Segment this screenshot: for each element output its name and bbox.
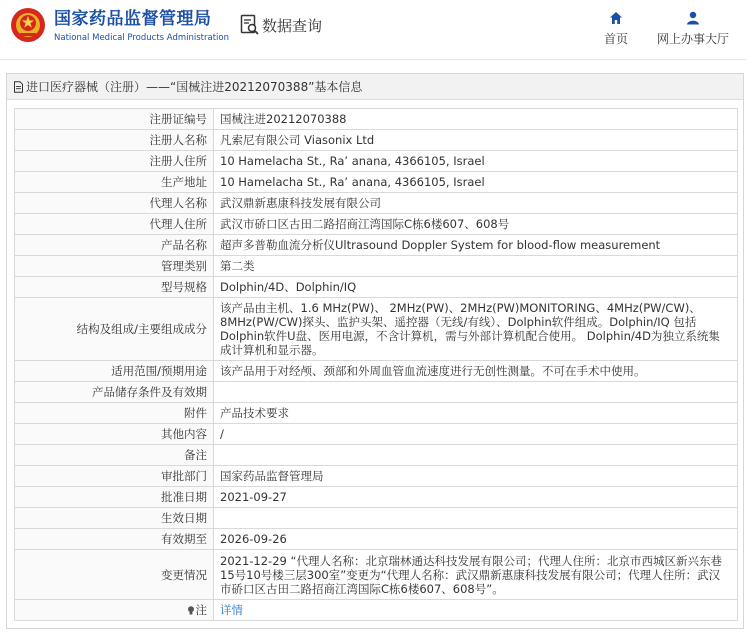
row-value: 产品技术要求 <box>214 403 738 424</box>
detail-panel <box>6 73 744 629</box>
table-row <box>15 130 738 151</box>
row-label: 批准日期 <box>15 487 214 508</box>
table-row <box>15 403 738 424</box>
row-label: 有效期至 <box>15 529 214 550</box>
row-label: 附件 <box>15 403 214 424</box>
row-label: 其他内容 <box>15 424 214 445</box>
panel-title-bar <box>7 74 743 100</box>
row-label: 管理类别 <box>15 256 214 277</box>
row-label: 产品储存条件及有效期 <box>15 382 214 403</box>
site-brand[interactable] <box>54 8 229 44</box>
detail-table <box>14 108 738 621</box>
row-label: 代理人名称 <box>15 193 214 214</box>
row-label: 变更情况 <box>15 550 214 600</box>
row-label: 生产地址 <box>15 172 214 193</box>
row-value <box>214 382 738 403</box>
row-value: 武汉市硚口区古田二路招商江湾国际C栋6楼607、608号 <box>214 214 738 235</box>
row-label: 注册人住所 <box>15 151 214 172</box>
table-row <box>15 487 738 508</box>
table-row <box>15 361 738 382</box>
nav-online-hall-label: 网上办事大厅 <box>656 32 729 46</box>
row-value: / <box>214 424 738 445</box>
lightbulb-icon <box>187 606 195 615</box>
table-row <box>15 277 738 298</box>
panel-title: 进口医疗器械（注册）——“国械注进20212070388”基本信息 <box>26 80 363 94</box>
note-label-cell <box>15 600 214 621</box>
row-label: 代理人住所 <box>15 214 214 235</box>
row-value: 2021-12-29 “代理人名称：北京瑞林通达科技发展有限公司；代理人住所：北京市西城区新兴东巷15号10号楼三层300室”变更为“代理人名称：武汉鼎新惠康科技发展有限公司；代理人住所：武汉市硚口区古田二路招商江湾国际C栋6楼607、608号”。 <box>214 550 738 600</box>
row-value: 凡索尼有限公司 Viasonix Ltd <box>214 130 738 151</box>
row-value: 2026-09-26 <box>214 529 738 550</box>
note-row <box>15 600 738 621</box>
row-value: 2021-09-27 <box>214 487 738 508</box>
row-value: 该产品由主机、1.6 MHz(PW)、 2MHz(PW)、2MHz(PW)MONITORING、4MHz(PW/CW)、8MHz(PW/CW)探头、监护头架、遥控器（无线/有线）、Dolphin软件组成。Dolphin/IQ 包括Dolphin软件U盘、医用电源，不含计算机，需与外部计算机配合使用。 Dolphin/4D为独立系统集成计算机和显示器。 <box>214 298 738 361</box>
row-label: 注册证编号 <box>15 109 214 130</box>
table-row <box>15 172 738 193</box>
table-row <box>15 550 738 600</box>
user-icon <box>686 10 700 26</box>
table-row <box>15 382 738 403</box>
table-row <box>15 466 738 487</box>
table-row <box>15 529 738 550</box>
row-label: 结构及组成/主要组成成分 <box>15 298 214 361</box>
row-value: 武汉鼎新惠康科技发展有限公司 <box>214 193 738 214</box>
row-value: 10 Hamelacha St., Ra’ anana, 4366105, Israel <box>214 151 738 172</box>
row-value <box>214 445 738 466</box>
data-query-label: 数据查询 <box>262 16 323 35</box>
table-row <box>15 256 738 277</box>
row-value: Dolphin/4D、Dolphin/IQ <box>214 277 738 298</box>
table-row <box>15 445 738 466</box>
table-row <box>15 193 738 214</box>
nav-home-label: 首页 <box>603 32 628 46</box>
table-row <box>15 109 738 130</box>
document-icon <box>13 81 24 93</box>
table-row <box>15 298 738 361</box>
table-row <box>15 424 738 445</box>
brand-title-en: National Medical Products Administration <box>54 33 229 43</box>
site-header <box>0 0 746 60</box>
row-label: 审批部门 <box>15 466 214 487</box>
row-label: 型号规格 <box>15 277 214 298</box>
national-emblem-logo[interactable] <box>10 7 46 43</box>
row-label: 备注 <box>15 445 214 466</box>
row-value: 第二类 <box>214 256 738 277</box>
row-value: 超声多普勒血流分析仪Ultrasound Doppler System for blood-flow measurement <box>214 235 738 256</box>
table-row <box>15 508 738 529</box>
table-row <box>15 151 738 172</box>
row-label: 适用范围/预期用途 <box>15 361 214 382</box>
nav-home[interactable] <box>596 10 636 47</box>
row-label: 产品名称 <box>15 235 214 256</box>
row-value <box>214 508 738 529</box>
details-link[interactable]: 详情 <box>220 603 243 617</box>
data-query-link[interactable] <box>240 14 322 36</box>
note-value-cell <box>214 600 738 621</box>
home-icon <box>609 10 623 26</box>
data-search-icon <box>240 14 260 36</box>
nav-online-hall[interactable] <box>652 10 734 47</box>
table-row <box>15 235 738 256</box>
row-label: 注册人名称 <box>15 130 214 151</box>
note-label: 注 <box>195 603 207 617</box>
row-label: 生效日期 <box>15 508 214 529</box>
brand-title-cn: 国家药品监督管理局 <box>54 9 212 29</box>
row-value: 国械注进20212070388 <box>214 109 738 130</box>
row-value: 国家药品监督管理局 <box>214 466 738 487</box>
row-value: 10 Hamelacha St., Ra’ anana, 4366105, Israel <box>214 172 738 193</box>
row-value: 该产品用于对经颅、颈部和外周血管血流速度进行无创性测量。不可在手术中使用。 <box>214 361 738 382</box>
table-row <box>15 214 738 235</box>
